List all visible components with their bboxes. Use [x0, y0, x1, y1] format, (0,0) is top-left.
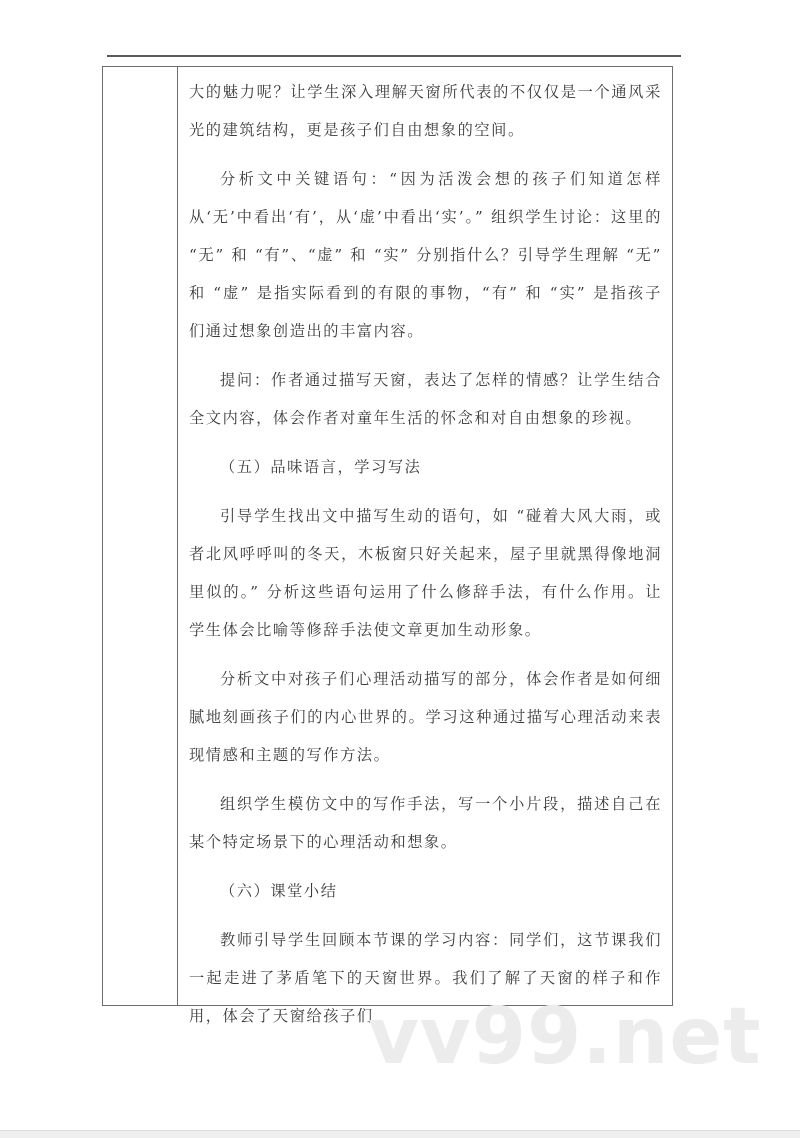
paragraph-author-emotion-question: 提问：作者通过描写天窗，表达了怎样的情感？让学生结合全文内容，体会作者对童年生活的怀念和对自由想象的珍视。: [189, 371, 662, 427]
paragraph-vivid-sentences: 引导学生找出文中描写生动的语句，如 “碰着大风大雨，或者北风呼呼叫的冬天，木板窗只好关起来，屋子里就黑得像地洞里似的。” 分析这些语句运用了什么修辞手法，有什么作用。让学生体会比喻等修辞手法使文章更加生动形象。: [189, 507, 662, 639]
paragraph-key-sentence-analysis: 分析文中关键语句：“因为活泼会想的孩子们知道怎样从‘无’中看出‘有’，从‘虚’中看出‘实’。” 组织学生讨论：这里的 “无” 和 “有”、“虚” 和 “实” 分别指什么？引导学生理解 “无” 和 “虚” 是指实际看到的有限的事物，“有” 和 “实” 是指孩子们通过想象创造出的丰富内容。: [189, 170, 662, 340]
paragraph-window-meaning: 大的魅力呢？让学生深入理解天窗所代表的不仅仅是一个通风采光的建筑结构，更是孩子们自由想象的空间。: [189, 83, 662, 139]
paragraph-class-summary: 教师引导学生回顾本节课的学习内容：同学们，这节课我们一起走进了茅盾笔下的天窗世界。我们了解了天窗的样子和作用，体会了天窗给孩子们: [189, 931, 662, 1025]
table-label-column: [103, 67, 178, 1005]
section-heading-six: （六）课堂小结: [220, 882, 338, 900]
paragraph-imitation-writing: 组织学生模仿文中的写作手法，写一个小片段，描述自己在某个特定场景下的心理活动和想象。: [189, 795, 662, 851]
watermark: vv99.net: [368, 992, 762, 1082]
lesson-plan-table: [102, 66, 673, 1025]
header-rule: [107, 55, 681, 57]
section-heading-five: （五）品味语言，学习写法: [220, 458, 422, 476]
paragraph-psychology-analysis: 分析文中对孩子们心理活动描写的部分，体会作者是如何细腻地刻画孩子们的内心世界的。学习这种通过描写心理活动来表现情感和主题的写作方法。: [189, 670, 662, 764]
table-content-column: [179, 67, 672, 1025]
